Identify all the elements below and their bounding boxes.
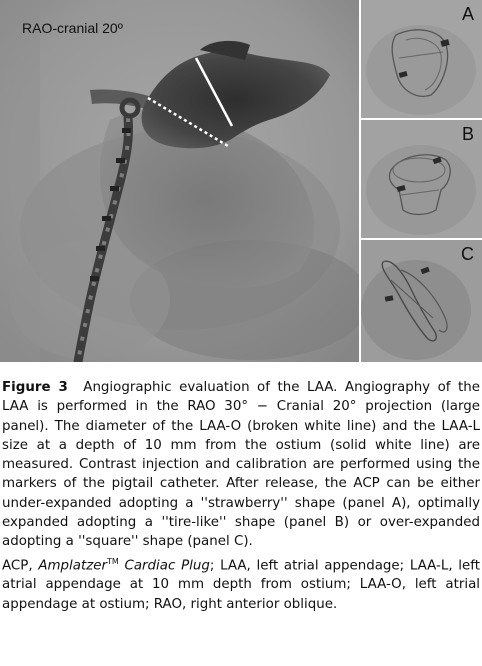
main-angiography-panel [0,0,359,362]
abbrev-lead: ACP, [2,558,39,574]
angiogram-image [0,0,359,362]
panel-c-label: C [461,244,474,264]
abbrev-device: Amplatzer [38,558,107,574]
panel-a [361,0,482,118]
panel-b-label: B [461,124,474,144]
panel-a-label: A [461,4,474,24]
figure-number: Figure 3 [2,380,68,395]
panel-c [361,240,482,362]
projection-label: RAO-cranial 20º [22,20,123,36]
caption-main [2,378,480,552]
abbrev-rest: ; LAA, left atrial appendage; LAA-L, left atrial appendage at 10 mm depth from ostium; LAA-O, left atrial appendage at ostium; RAO, right anterior oblique. [2,558,480,612]
caption-text: Angiographic evaluation of the LAA. Angiography of the LAA is performed in the RAO 30° − Cranial 20° projection (large panel). The diameter of the LAA-O (broken white line) and the LAA-L size at a depth of 10 mm from the ostium (solid white line) are measured. Contrast injection and calibration are performed using the markers of the pigtail catheter. After release, the ACP can be either under-expanded adopting a ''strawberry'' shape (panel A), optimally expanded adopting a ''tire-like'' shape (panel B) or over-expanded adopting a ''square'' shape (panel C). [2,380,480,550]
abbrev-device2: Cardiac Plug [118,558,210,574]
panel-b [361,120,482,238]
abbreviations [2,552,480,614]
abbrev-tm: TM [106,556,119,566]
figure-caption [2,378,480,614]
